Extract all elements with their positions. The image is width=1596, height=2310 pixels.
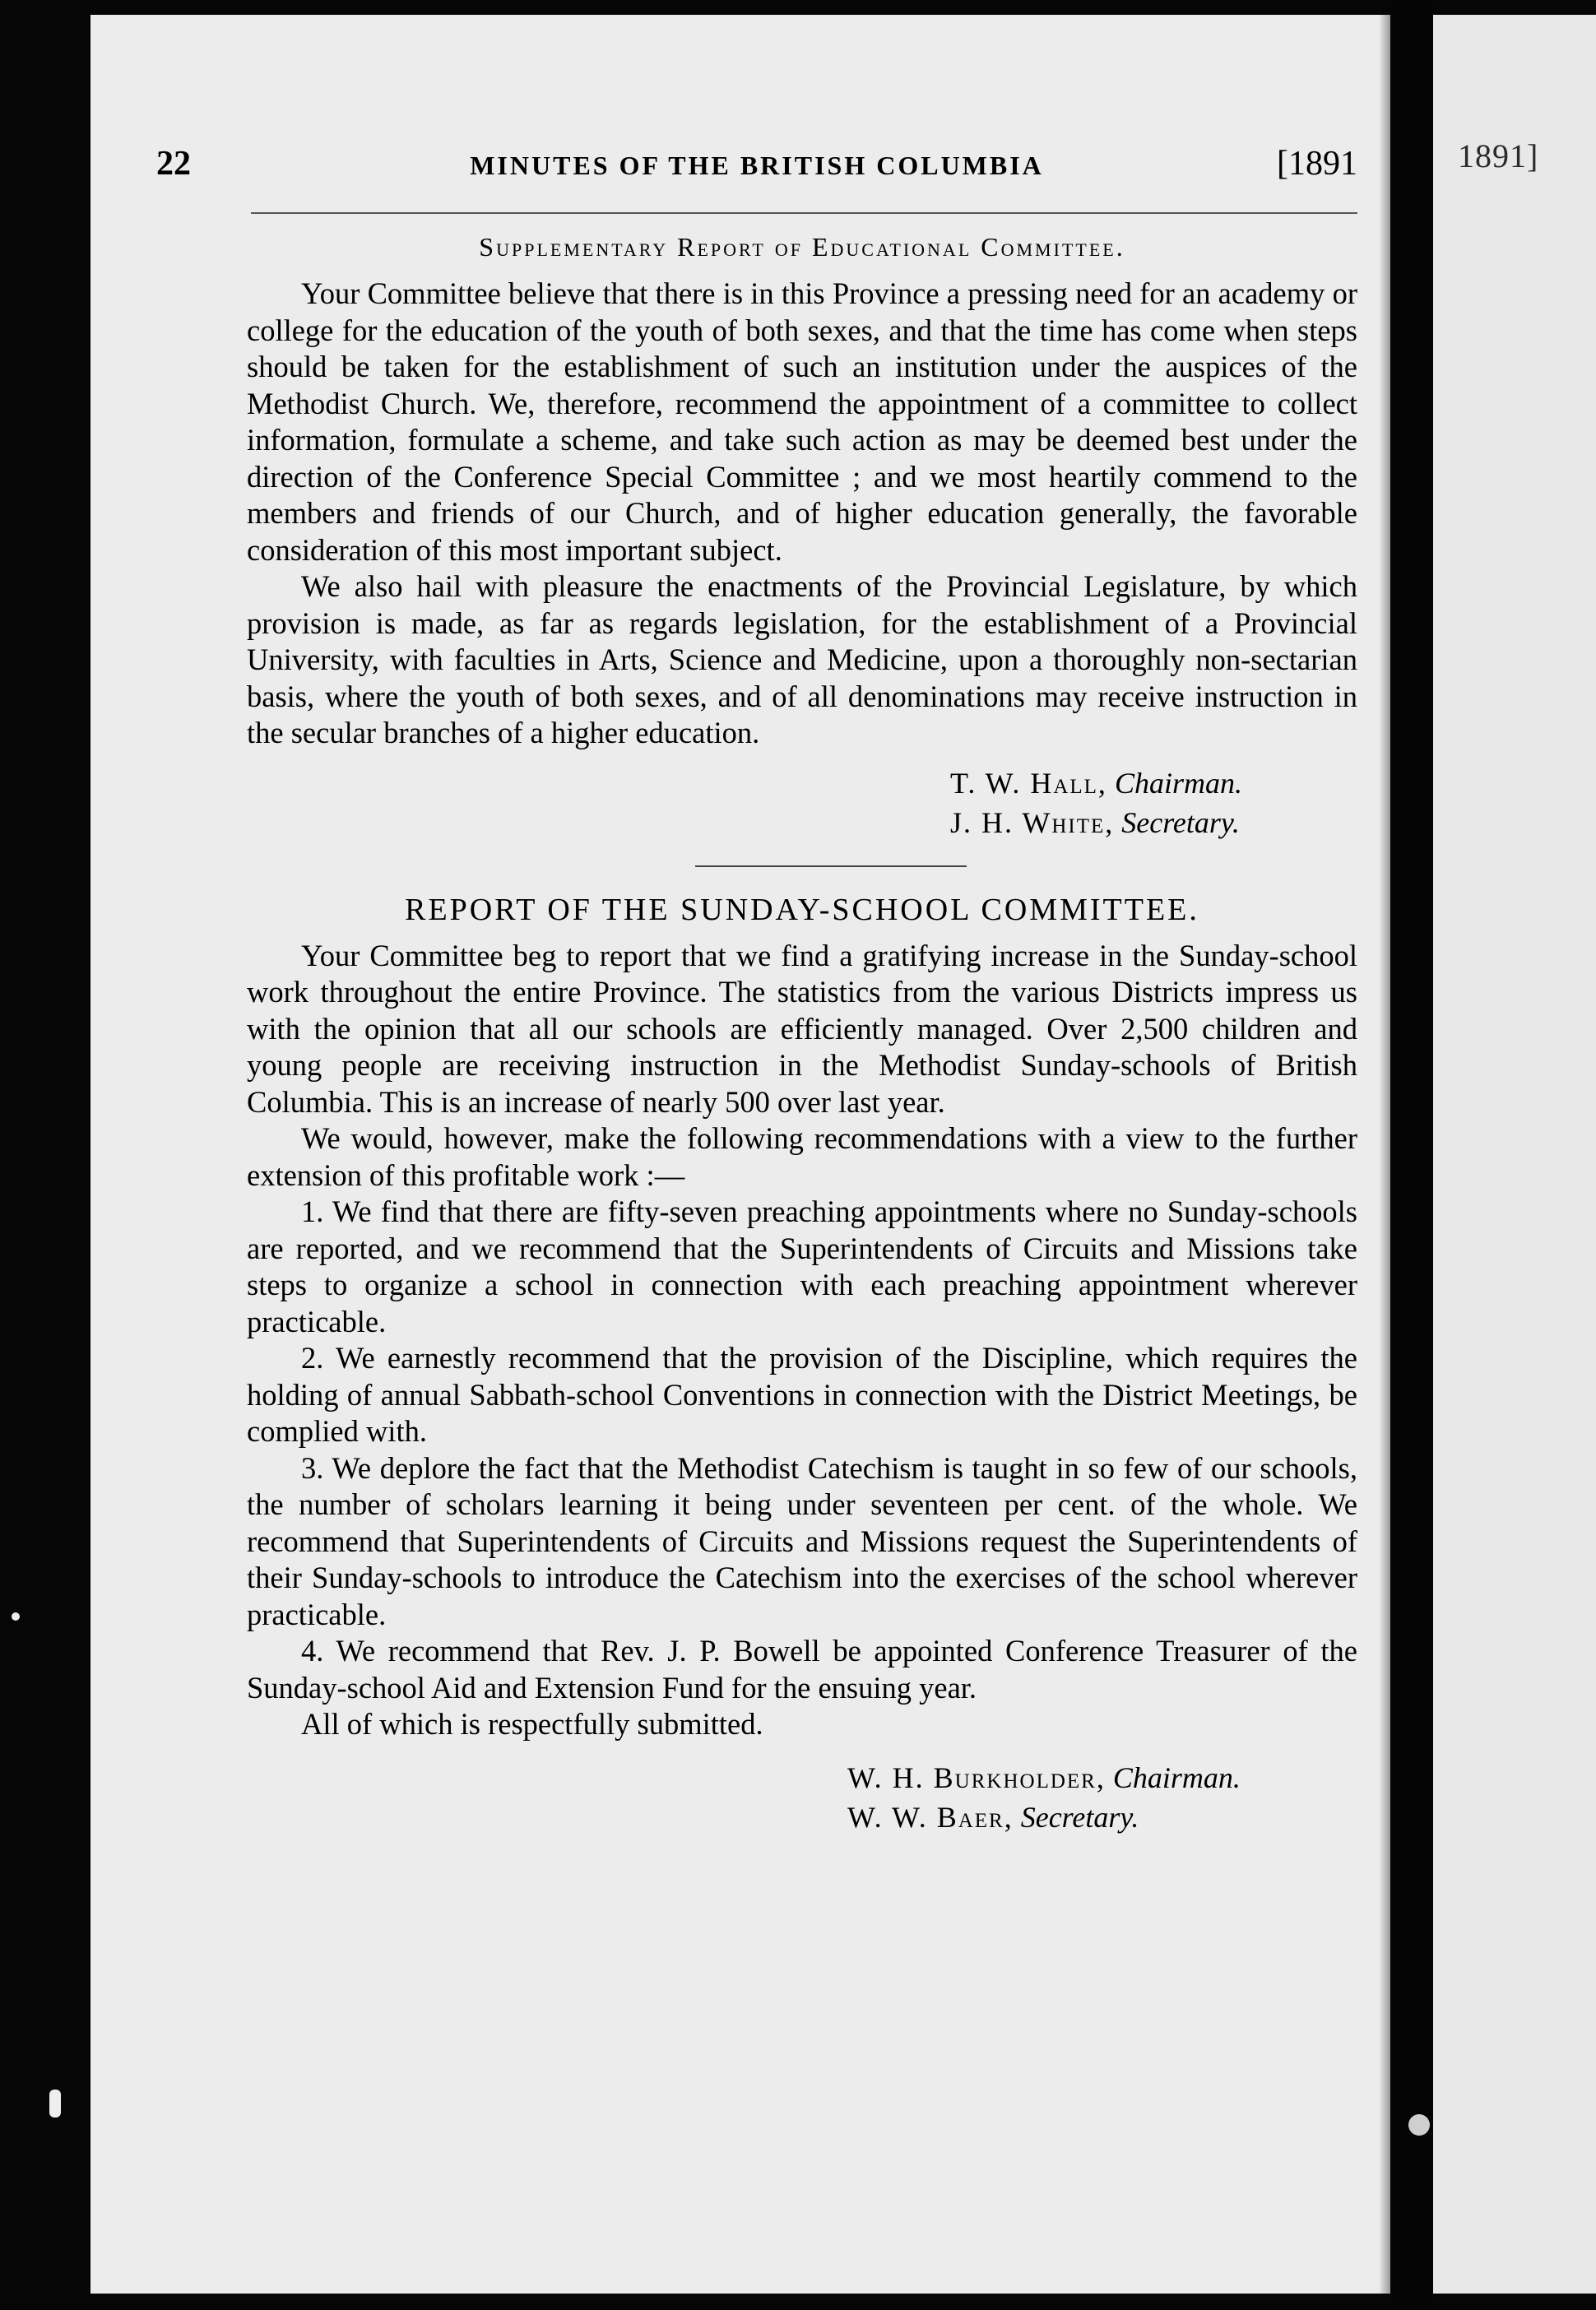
educational-paragraph: Your Committee believe that there is in this Province a pressing need for an academy or college for the education of the youth of both sexes, and that the time has come when steps should be taken for the establishment of such an institution under the auspices of the Methodist Church. We, therefore, recommend the appointment of a committee to collect information, formulate a scheme, and take such action as may be deemed best under the direction of the Conference Special Committee ; and we most heartily commend to the members and friends of our Church, and of higher education generally, the favorable consideration of this most important subject. <box>247 276 1357 567</box>
page-content <box>247 232 1357 1837</box>
scan-speck <box>12 1612 20 1621</box>
scan-speck <box>1408 2114 1430 2136</box>
signature-name: W. H. Burkholder, <box>847 1760 1106 1794</box>
signature-name: W. W. Baer, <box>847 1800 1014 1834</box>
signature-secretary <box>247 803 1357 842</box>
signature-name: J. H. White, <box>950 805 1115 839</box>
signature-secretary <box>247 1797 1357 1837</box>
signature-chairman <box>247 763 1357 803</box>
signature-chairman <box>247 1758 1357 1797</box>
signature-role: Chairman. <box>1114 766 1242 800</box>
sunday-school-paragraph: Your Committee beg to report that we find a gratifying increase in the Sunday-school work throughout the entire Province. The statistics from the various Districts impress us with the opinion that all our schools are efficiently managed. Over 2,500 children and young people are receiving instruction in the Methodist Sunday-schools of British Columbia. This is an increase of nearly 500 over last year. <box>247 938 1357 1119</box>
signature-role: Secretary. <box>1020 1800 1139 1834</box>
sunday-school-report-title: REPORT OF THE SUNDAY-SCHOOL COMMITTEE. <box>405 892 1199 927</box>
facing-page-edge <box>1433 15 1596 2294</box>
recommendation-3: 3. We deplore the fact that the Methodist Catechism is taught in so few of our schools, the number of scholars learning it being under seventeen per cent. of the whole. We recommend that Superintendents of Circuits and Missions request the Superintendents of their Sunday-schools to introduce the Catechism into the exercises of the school wherever practicable. <box>247 1450 1357 1631</box>
header-year: [1891 <box>1277 145 1357 183</box>
running-header <box>156 144 1357 193</box>
section-divider <box>695 865 967 867</box>
closing-line: All of which is respectfully submitted. <box>301 1707 763 1741</box>
book-spine <box>1390 0 1433 2310</box>
signature-role: Secretary. <box>1121 805 1240 839</box>
recommendation-1: 1. We find that there are fifty-seven preaching appointments where no Sunday-schools are reported, and we recommend that the Superintendents of Circuits and Missions take steps to organize a school in connection with each preaching appointment wherever practicable. <box>247 1194 1357 1338</box>
header-rule <box>251 212 1357 214</box>
educational-paragraph: We also hail with pleasure the enactments of the Provincial Legislature, by which provision is made, as far as regards legislation, for the establishment of a Provincial University, with faculties in Arts, Science and Medicine, upon a thoroughly non-sectarian basis, where the youth of both sexes, and of all denominations may receive instruction in the secular branches of a higher education. <box>247 569 1357 749</box>
recommendation-4: 4. We recommend that Rev. J. P. Bowell be appointed Conference Treasurer of the Sunday-school Aid and Extension Fund for the ensuing year. <box>247 1634 1357 1705</box>
recommendation-2: 2. We earnestly recommend that the provision of the Discipline, which requires the holding of annual Sabbath-school Conventions in connection with the District Meetings, be complied with. <box>247 1341 1357 1448</box>
scan-speck <box>49 2090 61 2118</box>
running-title: MINUTES OF THE BRITISH COLUMBIA <box>470 151 1044 180</box>
facing-page-year: 1891] <box>1458 137 1539 174</box>
educational-report-title: Supplementary Report of Educational Committee. <box>479 232 1125 262</box>
signature-name: T. W. Hall, <box>950 766 1107 800</box>
page-number: 22 <box>156 145 191 183</box>
signature-role: Chairman. <box>1112 1760 1241 1794</box>
sunday-school-paragraph: We would, however, make the following recommendations with a view to the further extension of this profitable work :— <box>247 1121 1357 1192</box>
